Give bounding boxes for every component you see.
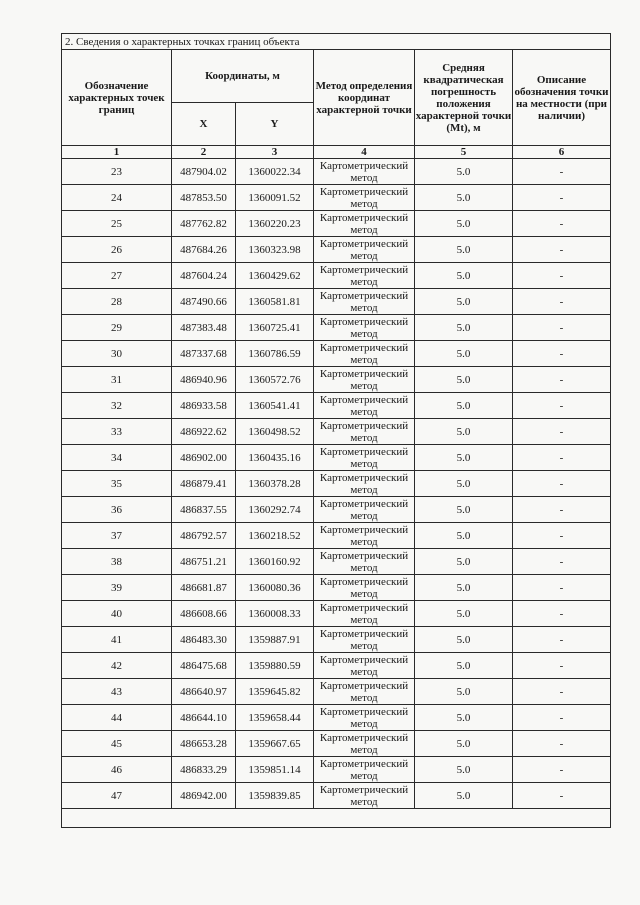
description-cell: - xyxy=(513,653,611,679)
table-row xyxy=(62,367,611,393)
description-cell: - xyxy=(513,757,611,783)
description-cell: - xyxy=(513,263,611,289)
point-id-cell: 32 xyxy=(62,393,172,419)
coord-y-cell: 1360581.81 xyxy=(236,289,314,315)
table-row xyxy=(62,289,611,315)
coord-y-cell: 1360022.34 xyxy=(236,159,314,185)
method-cell: Картометрический метод xyxy=(314,263,415,289)
table-row xyxy=(62,549,611,575)
coord-x-cell: 486902.00 xyxy=(172,445,236,471)
table-row xyxy=(62,705,611,731)
point-id-cell: 38 xyxy=(62,549,172,575)
coord-x-cell: 486681.87 xyxy=(172,575,236,601)
table-caption: 2. Сведения о характерных точках границ объекта xyxy=(62,34,611,50)
method-cell: Картометрический метод xyxy=(314,757,415,783)
error-cell: 5.0 xyxy=(415,159,513,185)
point-id-cell: 33 xyxy=(62,419,172,445)
description-cell: - xyxy=(513,627,611,653)
error-cell: 5.0 xyxy=(415,653,513,679)
column-number: 5 xyxy=(415,146,513,159)
description-cell: - xyxy=(513,705,611,731)
coord-x-cell: 486475.68 xyxy=(172,653,236,679)
error-cell: 5.0 xyxy=(415,783,513,809)
method-cell: Картометрический метод xyxy=(314,445,415,471)
table-row xyxy=(62,237,611,263)
point-id-cell: 25 xyxy=(62,211,172,237)
table-body xyxy=(62,159,611,809)
description-cell: - xyxy=(513,211,611,237)
coord-y-cell: 1360498.52 xyxy=(236,419,314,445)
header-y: Y xyxy=(236,103,314,146)
description-cell: - xyxy=(513,497,611,523)
table-row xyxy=(62,211,611,237)
coord-x-cell: 486792.57 xyxy=(172,523,236,549)
method-cell: Картометрический метод xyxy=(314,523,415,549)
column-number: 3 xyxy=(236,146,314,159)
method-cell: Картометрический метод xyxy=(314,549,415,575)
error-cell: 5.0 xyxy=(415,445,513,471)
description-cell: - xyxy=(513,471,611,497)
error-cell: 5.0 xyxy=(415,263,513,289)
coord-y-cell: 1360429.62 xyxy=(236,263,314,289)
error-cell: 5.0 xyxy=(415,731,513,757)
coord-y-cell: 1360378.28 xyxy=(236,471,314,497)
header-x: X xyxy=(172,103,236,146)
description-cell: - xyxy=(513,159,611,185)
column-number: 4 xyxy=(314,146,415,159)
boundary-points-table xyxy=(61,33,611,828)
coord-y-cell: 1360008.33 xyxy=(236,601,314,627)
error-cell: 5.0 xyxy=(415,601,513,627)
table-row xyxy=(62,263,611,289)
method-cell: Картометрический метод xyxy=(314,315,415,341)
coord-x-cell: 486879.41 xyxy=(172,471,236,497)
coord-y-cell: 1360725.41 xyxy=(236,315,314,341)
description-cell: - xyxy=(513,549,611,575)
description-cell: - xyxy=(513,731,611,757)
coord-y-cell: 1360541.41 xyxy=(236,393,314,419)
description-cell: - xyxy=(513,341,611,367)
point-id-cell: 26 xyxy=(62,237,172,263)
table-row xyxy=(62,523,611,549)
method-cell: Картометрический метод xyxy=(314,705,415,731)
coord-y-cell: 1360160.92 xyxy=(236,549,314,575)
point-id-cell: 29 xyxy=(62,315,172,341)
description-cell: - xyxy=(513,601,611,627)
point-id-cell: 34 xyxy=(62,445,172,471)
point-id-cell: 23 xyxy=(62,159,172,185)
coord-y-cell: 1359887.91 xyxy=(236,627,314,653)
coord-y-cell: 1360572.76 xyxy=(236,367,314,393)
coord-y-cell: 1360323.98 xyxy=(236,237,314,263)
point-id-cell: 43 xyxy=(62,679,172,705)
table-row xyxy=(62,393,611,419)
point-id-cell: 47 xyxy=(62,783,172,809)
coord-x-cell: 487490.66 xyxy=(172,289,236,315)
method-cell: Картометрический метод xyxy=(314,497,415,523)
header-method: Метод определения координат характерной точки xyxy=(314,50,415,146)
coord-y-cell: 1359851.14 xyxy=(236,757,314,783)
coord-y-cell: 1359645.82 xyxy=(236,679,314,705)
error-cell: 5.0 xyxy=(415,705,513,731)
header-coordinates: Координаты, м xyxy=(172,50,314,103)
header-error: Средняя квадратическая погрешность положения характерной точки (Mt), м xyxy=(415,50,513,146)
method-cell: Картометрический метод xyxy=(314,185,415,211)
coord-x-cell: 487604.24 xyxy=(172,263,236,289)
description-cell: - xyxy=(513,185,611,211)
error-cell: 5.0 xyxy=(415,289,513,315)
point-id-cell: 27 xyxy=(62,263,172,289)
error-cell: 5.0 xyxy=(415,471,513,497)
error-cell: 5.0 xyxy=(415,393,513,419)
point-id-cell: 36 xyxy=(62,497,172,523)
point-id-cell: 35 xyxy=(62,471,172,497)
coord-x-cell: 486483.30 xyxy=(172,627,236,653)
method-cell: Картометрический метод xyxy=(314,471,415,497)
table-row xyxy=(62,653,611,679)
coord-y-cell: 1360786.59 xyxy=(236,341,314,367)
table-row xyxy=(62,315,611,341)
coord-y-cell: 1359658.44 xyxy=(236,705,314,731)
column-number: 1 xyxy=(62,146,172,159)
coord-y-cell: 1360091.52 xyxy=(236,185,314,211)
description-cell: - xyxy=(513,575,611,601)
column-number: 2 xyxy=(172,146,236,159)
description-cell: - xyxy=(513,315,611,341)
method-cell: Картометрический метод xyxy=(314,159,415,185)
coord-y-cell: 1360292.74 xyxy=(236,497,314,523)
coord-y-cell: 1360220.23 xyxy=(236,211,314,237)
description-cell: - xyxy=(513,679,611,705)
error-cell: 5.0 xyxy=(415,367,513,393)
coord-x-cell: 487853.50 xyxy=(172,185,236,211)
description-cell: - xyxy=(513,783,611,809)
coord-y-cell: 1359667.65 xyxy=(236,731,314,757)
method-cell: Картометрический метод xyxy=(314,783,415,809)
point-id-cell: 30 xyxy=(62,341,172,367)
error-cell: 5.0 xyxy=(415,523,513,549)
method-cell: Картометрический метод xyxy=(314,653,415,679)
error-cell: 5.0 xyxy=(415,497,513,523)
point-id-cell: 37 xyxy=(62,523,172,549)
table-row xyxy=(62,627,611,653)
coord-x-cell: 487904.02 xyxy=(172,159,236,185)
coord-x-cell: 486837.55 xyxy=(172,497,236,523)
coord-x-cell: 486751.21 xyxy=(172,549,236,575)
error-cell: 5.0 xyxy=(415,419,513,445)
method-cell: Картометрический метод xyxy=(314,341,415,367)
coord-x-cell: 486608.66 xyxy=(172,601,236,627)
coord-x-cell: 487762.82 xyxy=(172,211,236,237)
coord-x-cell: 486833.29 xyxy=(172,757,236,783)
table-row xyxy=(62,159,611,185)
error-cell: 5.0 xyxy=(415,575,513,601)
method-cell: Картометрический метод xyxy=(314,419,415,445)
coord-x-cell: 486644.10 xyxy=(172,705,236,731)
error-cell: 5.0 xyxy=(415,185,513,211)
description-cell: - xyxy=(513,289,611,315)
description-cell: - xyxy=(513,419,611,445)
error-cell: 5.0 xyxy=(415,757,513,783)
table-row xyxy=(62,601,611,627)
method-cell: Картометрический метод xyxy=(314,731,415,757)
coord-x-cell: 486942.00 xyxy=(172,783,236,809)
method-cell: Картометрический метод xyxy=(314,237,415,263)
coord-x-cell: 486653.28 xyxy=(172,731,236,757)
table-row xyxy=(62,341,611,367)
error-cell: 5.0 xyxy=(415,549,513,575)
table-row xyxy=(62,419,611,445)
coord-y-cell: 1359839.85 xyxy=(236,783,314,809)
coord-x-cell: 486933.58 xyxy=(172,393,236,419)
description-cell: - xyxy=(513,237,611,263)
table-row xyxy=(62,185,611,211)
coord-y-cell: 1359880.59 xyxy=(236,653,314,679)
error-cell: 5.0 xyxy=(415,341,513,367)
table-row xyxy=(62,575,611,601)
coord-y-cell: 1360435.16 xyxy=(236,445,314,471)
coord-x-cell: 487337.68 xyxy=(172,341,236,367)
error-cell: 5.0 xyxy=(415,627,513,653)
point-id-cell: 46 xyxy=(62,757,172,783)
method-cell: Картометрический метод xyxy=(314,211,415,237)
column-number: 6 xyxy=(513,146,611,159)
table-row xyxy=(62,679,611,705)
point-id-cell: 41 xyxy=(62,627,172,653)
method-cell: Картометрический метод xyxy=(314,289,415,315)
point-id-cell: 31 xyxy=(62,367,172,393)
method-cell: Картометрический метод xyxy=(314,367,415,393)
table-row xyxy=(62,497,611,523)
description-cell: - xyxy=(513,445,611,471)
coord-y-cell: 1360080.36 xyxy=(236,575,314,601)
table-row xyxy=(62,471,611,497)
description-cell: - xyxy=(513,367,611,393)
table-footer-blank xyxy=(62,809,611,828)
error-cell: 5.0 xyxy=(415,315,513,341)
coord-x-cell: 486640.97 xyxy=(172,679,236,705)
error-cell: 5.0 xyxy=(415,679,513,705)
description-cell: - xyxy=(513,523,611,549)
method-cell: Картометрический метод xyxy=(314,575,415,601)
method-cell: Картометрический метод xyxy=(314,393,415,419)
table-row xyxy=(62,783,611,809)
error-cell: 5.0 xyxy=(415,211,513,237)
coord-x-cell: 487684.26 xyxy=(172,237,236,263)
table-row xyxy=(62,445,611,471)
point-id-cell: 28 xyxy=(62,289,172,315)
table-row xyxy=(62,731,611,757)
header-description: Описание обозначения точки на местности (при наличии) xyxy=(513,50,611,146)
method-cell: Картометрический метод xyxy=(314,679,415,705)
method-cell: Картометрический метод xyxy=(314,601,415,627)
coord-x-cell: 486940.96 xyxy=(172,367,236,393)
error-cell: 5.0 xyxy=(415,237,513,263)
coord-y-cell: 1360218.52 xyxy=(236,523,314,549)
header-designation: Обозначение характерных точек границ xyxy=(62,50,172,146)
point-id-cell: 39 xyxy=(62,575,172,601)
table-row xyxy=(62,757,611,783)
coord-x-cell: 486922.62 xyxy=(172,419,236,445)
point-id-cell: 42 xyxy=(62,653,172,679)
point-id-cell: 45 xyxy=(62,731,172,757)
point-id-cell: 44 xyxy=(62,705,172,731)
coord-x-cell: 487383.48 xyxy=(172,315,236,341)
point-id-cell: 40 xyxy=(62,601,172,627)
method-cell: Картометрический метод xyxy=(314,627,415,653)
description-cell: - xyxy=(513,393,611,419)
point-id-cell: 24 xyxy=(62,185,172,211)
